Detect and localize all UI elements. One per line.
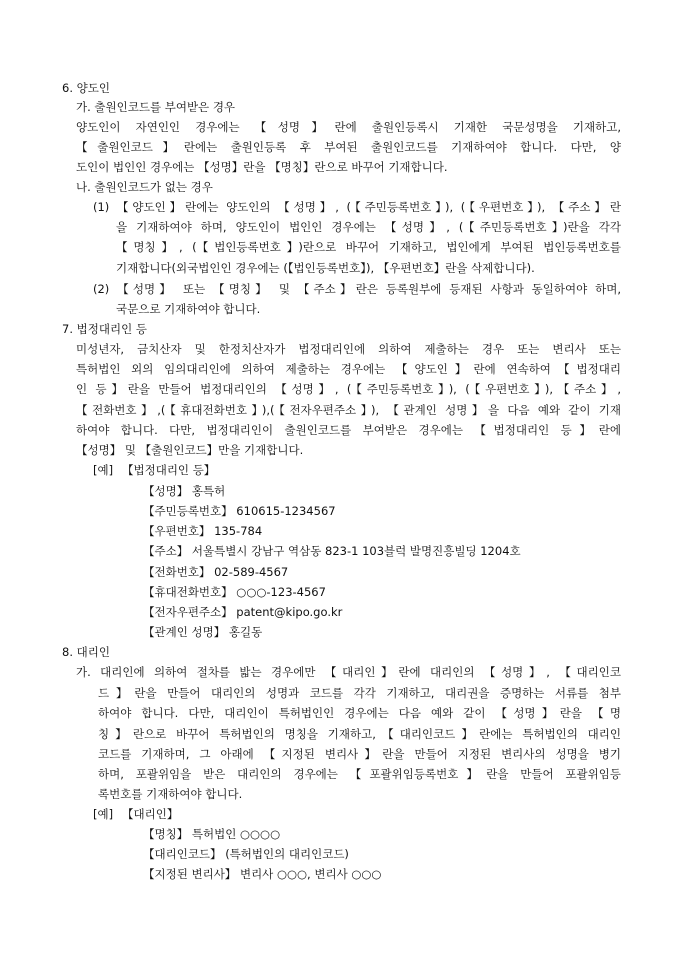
section-8-example-label: [예] (93, 807, 114, 821)
section-7-line: 미성년자, 금치산자 및 한정치산자가 법정대리인에 의하여 제출하는 경우 또는 변리사 또는 (76, 342, 621, 356)
section-7-line: 인 등】란을 만들어 법정대리인의 【성명】, (【주민등록번호】), (【우편번호】),【주소】, (76, 382, 621, 396)
section-7-example-line: 【휴대전화번호】 ○○○-123-4567 (143, 585, 326, 599)
section-6-item-1-line: 을 기재하여야 하며, 양도인이 법인인 경우에는 【성명】, (【주민등록번호】)란을 각각 (116, 220, 621, 234)
section-8-sub-a-line: 하며, 포괄위임을 받은 대리인의 경우에는 【포괄위임등록번호】란을 만들어 포괄위임등 (98, 767, 621, 781)
section-8-example-line: 【지정된 변리사】 변리사 ○○○, 변리사 ○○○ (143, 867, 382, 881)
section-7-example-line: 【관계인 성명】 홍길동 (143, 625, 263, 639)
section-7-example-title: 【법정대리인 등】 (122, 463, 216, 477)
section-7-example-line: 【우편번호】 135-784 (143, 524, 263, 538)
section-6-sub-a-line: 양도인이 자연인인 경우에는 【성명】란에 출원인등록시 기재한 국문성명을 기재하고, (76, 120, 621, 134)
section-8-example-line: 【명칭】 특허법인 ○○○○ (143, 827, 281, 841)
section-6-heading: 6. 양도인 (62, 81, 110, 95)
section-8-sub-a-line: 하여야 합니다. 다만, 대리인이 특허법인인 경우에는 다음 예와 같이 【성명】란을 【명 (98, 706, 621, 720)
section-8-example-title: 【대리인】 (122, 807, 179, 821)
section-6-sub-a-heading: 가. 출원인코드를 부여받은 경우 (76, 100, 236, 114)
section-6-item-2-line: 국문으로 기재하여야 합니다. (116, 302, 261, 316)
section-8-sub-a-line: 코드를 기재하며, 그 아래에 【지정된 변리사】란을 만들어 지정된 변리사의 성명을 병기 (98, 747, 621, 761)
section-6-sub-a-line: 【출원인코드】란에는 출원인등록 후 부여된 출원인코드를 기재하여야 합니다. 다만, 양 (76, 140, 621, 154)
section-8-sub-a-line: 칭】란으로 바꾸어 특허법인의 명칭을 기재하고,【대리인코드】란에는 특허법인의 대리인 (98, 727, 621, 741)
section-7-example-line: 【전화번호】 02-589-4567 (143, 565, 289, 579)
section-7-example-label: [예] (93, 463, 114, 477)
section-8-sub-a-line: 록번호를 기재하여야 합니다. (98, 787, 243, 801)
section-7-example-line: 【전자우편주소】 patent@kipo.go.kr (143, 605, 343, 619)
section-7-line: 【성명】 및 【출원인코드】만을 기재합니다. (76, 443, 304, 457)
section-6-item-1-line: 기재합니다(외국법인인 경우에는 (【법인등록번호】), 【우편번호】란을 삭제합니다). (116, 261, 535, 275)
section-8-example-line: 【대리인코드】 (특허법인의 대리인코드) (143, 847, 349, 861)
section-6-item-2-line: (2) 【성명】 또는 【명칭】 및 【주소】란은 등록원부에 등재된 사항과 동일하여야 하며, (93, 282, 621, 296)
section-6-item-1-line: (1) 【양도인】란에는 양도인의 【성명】, (【주민등록번호】), (【우편번호】), 【주소】란 (93, 200, 621, 214)
section-6-sub-b-heading: 나. 출원인코드가 없는 경우 (76, 180, 213, 194)
section-7-heading: 7. 법정대리인 등 (62, 322, 147, 336)
section-7-example-line: 【주민등록번호】 610615-1234567 (143, 504, 336, 518)
section-7-line: 특허법인 외의 임의대리인에 의하여 제출하는 경우에는 【양도인】란에 연속하여【법정대리 (76, 362, 621, 376)
section-7-example-line: 【주소】 서울특별시 강남구 역삼동 823-1 103블럭 발명진흥빌딩 1204호 (143, 544, 521, 558)
section-8-heading: 8. 대리인 (62, 645, 110, 659)
section-7-line: 하여야 합니다. 다만, 법정대리인이 출원인코드를 부여받은 경우에는 【법정대리인 등】란에 (76, 423, 621, 437)
section-8-sub-a-line: 가. 대리인에 의하여 절차를 밟는 경우에만 【대리인】란에 대리인의 【성명】, 【대리인코 (76, 665, 621, 679)
section-8-sub-a-line: 드】란을 만들어 대리인의 성명과 코드를 각각 기재하고, 대리권을 증명하는 서류를 첨부 (98, 686, 621, 700)
section-7-line: 【전화번호】,(【휴대전화번호】),(【전자우편주소】), 【관계인 성명】을 다음 예와 같이 기재 (76, 403, 621, 417)
section-6-sub-a-line: 도인이 법인인 경우에는 【성명】란을 【명칭】란으로 바꾸어 기재합니다. (76, 160, 448, 174)
section-6-item-1-line: 【명칭】, (【법인등록번호】)란으로 바꾸어 기재하고, 법인에게 부여된 법인등록번호를 (116, 240, 621, 254)
section-7-example-line: 【성명】 홍특허 (143, 484, 226, 498)
